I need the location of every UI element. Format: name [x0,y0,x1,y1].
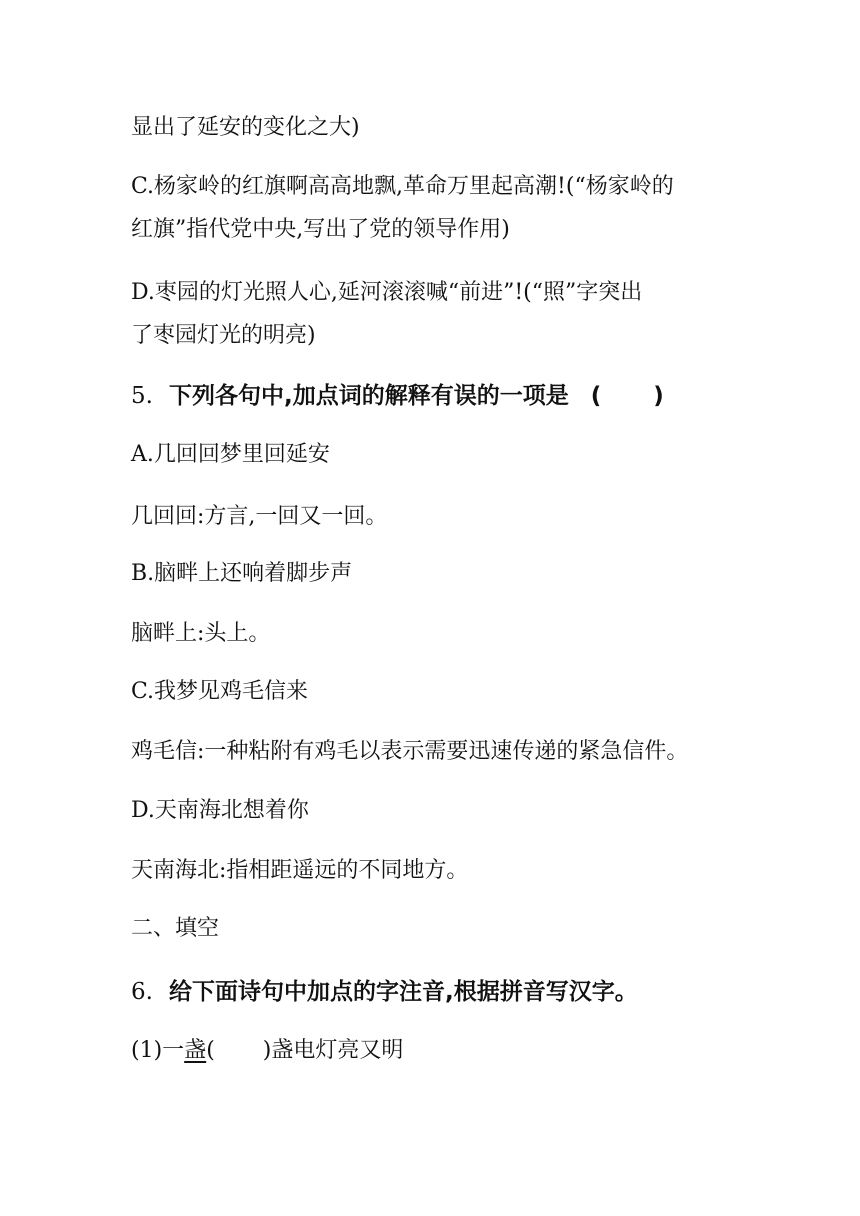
question-number: 6. [131,979,153,1005]
text-line: C.杨家岭的红旗啊高高地飘,革命万里起高潮!(“杨家岭的 [131,174,674,199]
dotted-char: 盏 [184,1038,207,1063]
paren-close: ) [262,1038,272,1063]
option-sentence: B.脑畔上还响着脚步声 [131,561,353,586]
option-sentence: A.几回回梦里回延安 [131,442,330,467]
text-line: D.枣园的灯光照人心,延河滚滚喊“前进”!(“照”字突出 [131,280,643,305]
option-sentence: C.我梦见鸡毛信来 [131,679,309,704]
text-line: 了枣园灯光的明亮) [131,323,316,348]
answer-paren-close: ) [653,383,664,409]
question-number: 5. [131,383,153,409]
fill-item-1 [131,1036,403,1066]
question-text: 下列各句中,加点词的解释有误的一项是 [169,383,569,409]
question-5-heading [131,381,664,411]
item-rest: 盏电灯亮又明 [271,1038,404,1063]
paren-open: ( [206,1038,215,1063]
option-explanation: 天南海北:指相距遥远的不同地方。 [131,858,469,883]
text-line: 显出了延安的变化之大) [131,115,360,140]
answer-paren-open: ( [590,383,602,409]
section-title: 二、填空 [131,916,220,941]
text-line: 红旗”指代党中央,写出了党的领导作用) [131,217,510,242]
option-explanation: 脑畔上:头上。 [131,621,271,646]
question-6-heading [131,977,638,1007]
option-sentence: D.天南海北想着你 [131,798,309,823]
question-text: 给下面诗句中加点的字注音,根据拼音写汉字。 [169,979,638,1005]
option-explanation: 鸡毛信:一种粘附有鸡毛以表示需要迅速传递的紧急信件。 [131,739,689,764]
item-prefix: (1)一 [131,1038,185,1063]
option-explanation: 几回回:方言,一回又一回。 [131,504,388,529]
